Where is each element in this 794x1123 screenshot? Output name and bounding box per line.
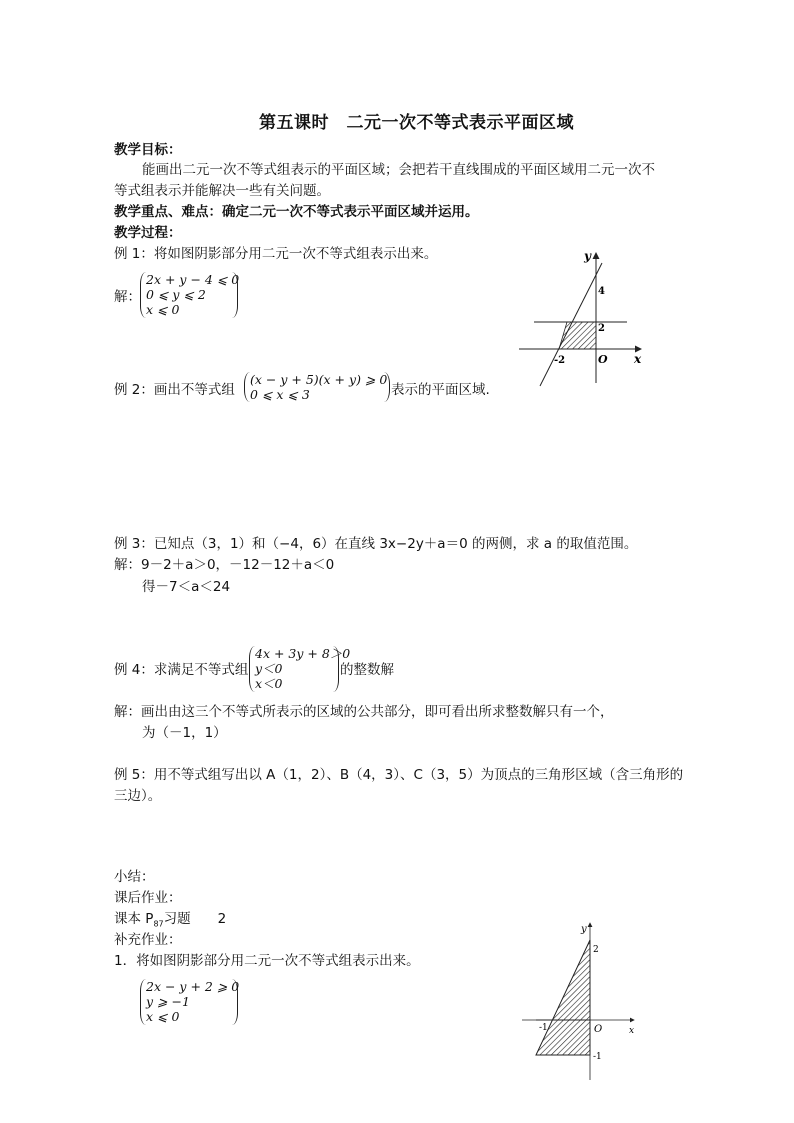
inequality-line: 2x − y + 2 ⩾ 0: [146, 979, 240, 994]
example-1-label: 例 1：将如图阴影部分用二元一次不等式组表示出来。: [114, 246, 438, 262]
example-3-label: 例 3：已知点（3，1）和（−4，6）在直线 3x−2y＋a＝0 的两侧，求 a 的取值范围。: [114, 536, 638, 552]
inequality-line: x ⩽ 0: [146, 1009, 180, 1024]
inequality-line: y ⩾ −1: [146, 994, 190, 1009]
example-3-solution: 解：9－2＋a＞0，－12－12＋a＜0: [114, 557, 335, 573]
summary-heading: 小结：: [114, 869, 155, 885]
objectives-text: 能画出二元一次不等式组表示的平面区域；会把若干直线围成的平面区域用二元一次不: [142, 162, 655, 178]
exercise-label: 习题 2: [163, 911, 227, 927]
example-4-solution: 解：画出由这三个不等式所表示的区域的公共部分，即可看出所求整数解只有一个，: [114, 704, 614, 720]
homework-heading: 课后作业：: [114, 890, 182, 906]
example-4-solution: 为（－1，1）: [142, 725, 227, 741]
inequality-line: y＜0: [255, 661, 283, 676]
shaded-region: [536, 940, 590, 1055]
inequality-line: x ⩽ 0: [146, 302, 180, 317]
shaded-region: [559, 322, 596, 349]
x-axis-label: x: [629, 1026, 635, 1036]
tick-label: -1: [593, 1052, 602, 1062]
tick-label: 4: [598, 286, 605, 297]
tick-label: -1: [539, 1023, 548, 1033]
supplement-item-1: 1．将如图阴影部分用二元一次不等式组表示出来。: [114, 953, 420, 969]
example-3-result: 得－7＜a＜24: [142, 579, 231, 595]
objectives-text: 等式组表示并能解决一些有关问题。: [114, 183, 330, 199]
example-2-suffix: 表示的平面区域.: [391, 382, 490, 398]
solution-label: 解：: [114, 289, 141, 305]
example-4-suffix: 的整数解: [340, 662, 394, 678]
inequality-line: 0 ⩽ x ⩽ 3: [250, 387, 310, 402]
example-2-label: 例 2：画出不等式组: [114, 382, 235, 398]
example-5-label: 三边）。: [114, 788, 162, 804]
tick-label: -2: [554, 355, 566, 366]
example-1-graph: [514, 243, 649, 391]
x-axis-label: x: [634, 352, 642, 366]
origin-label: O: [594, 1024, 603, 1035]
example-4-label: 例 4：求满足不等式组: [114, 662, 249, 678]
tick-label: 2: [598, 323, 605, 334]
inequality-line: (x − y + 5)(x + y) ⩾ 0: [250, 372, 388, 387]
process-heading: 教学过程：: [114, 225, 182, 241]
page-title: 第五课时 二元一次不等式表示平面区域: [259, 113, 574, 133]
inequality-line: 0 ⩽ y ⩽ 2: [146, 287, 206, 302]
supplement-graph: [518, 918, 643, 1083]
supplement-heading: 补充作业：: [114, 932, 182, 948]
textbook-label: 课本 P: [114, 911, 154, 927]
y-axis-label: y: [584, 249, 591, 263]
objectives-heading: 教学目标：: [114, 142, 182, 158]
origin-label: O: [598, 353, 608, 366]
key-points: 教学重点、难点：确定二元一次不等式表示平面区域并运用。: [114, 204, 479, 220]
tick-label: 2: [593, 945, 599, 955]
page-number: 87: [153, 919, 164, 929]
y-axis-label: y: [581, 924, 587, 935]
inequality-line: 4x + 3y + 8＞0: [255, 646, 351, 661]
inequality-line: x＜0: [255, 676, 283, 691]
example-5-label: 例 5：用不等式组写出以 A（1，2）、B（4，3）、C（3，5）为顶点的三角形区域（含三角形的: [114, 767, 684, 783]
inequality-line: 2x + y − 4 ⩽ 0: [146, 272, 240, 287]
